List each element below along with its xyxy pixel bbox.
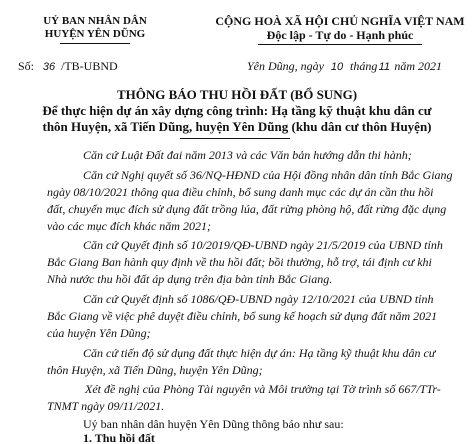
- paragraph-line: Xét đề nghị của Phòng Tài nguyên và Môi trường tại Tờ trình số 667/TTr-: [85, 382, 441, 396]
- announcement-intro: Uỷ ban nhân dân huyện Yên Dũng thông báo như sau:: [83, 417, 344, 431]
- basis-paragraph-progress: [47, 345, 435, 379]
- paragraph-line: Bắc Giang Ban hành quy định về thu hồi đất; bồi thường, hỗ trợ, tái định cư khi: [47, 255, 432, 269]
- title-underline: [180, 138, 290, 139]
- subject-line2: thôn Huyện, xã Tiến Dũng, huyện Yên Dũng (khu dân cư thôn Huyện): [42, 119, 432, 134]
- number-value: 36: [42, 61, 56, 73]
- paragraph-line: Căn cứ Quyết định số 10/2019/QĐ-UBND ngày 21/5/2019 của UBND tỉnh: [83, 238, 443, 252]
- number-prefix: Số:: [18, 59, 35, 73]
- subject-line1: Để thực hiện dự án xây dựng công trình: Hạ tầng kỹ thuật khu dân cư: [42, 103, 432, 118]
- date-month-word: tháng: [350, 59, 378, 73]
- paragraph-line: thôn Huyện, xã Tiến Dũng, huyện Yên Dũng;: [47, 363, 263, 377]
- paragraph-line: TNMT ngày 09/11/2021.: [47, 399, 165, 413]
- paragraph-line: của huyện Yên Dũng;: [47, 326, 151, 340]
- basis-paragraph-decision-1086: [47, 291, 437, 342]
- paragraph-line: đất, chuyển mục đích sử dụng đất trồng lúa, đất rừng phòng hộ, đất rừng đặc dụng: [47, 202, 447, 216]
- paragraph-line: Căn cứ Quyết định số 1086/QĐ-UBND ngày 12/10/2021 của UBND tỉnh: [83, 292, 434, 306]
- paragraph-line: ngày 08/10/2021 thông qua điều chỉnh, bổ sung danh mục các dự án cần thu hồi: [47, 185, 434, 199]
- basis-paragraph-resolution: [47, 167, 453, 235]
- issue-date: [247, 59, 442, 74]
- issuing-org-line2: HUYỆN YÊN DŨNG: [44, 28, 146, 40]
- paragraph-line: Nhà nước thu hồi đất áp dụng trên địa bàn tỉnh Bắc Giang.: [47, 272, 333, 286]
- country-name: CỘNG HOÀ XÃ HỘI CHỦ NGHĨA VIỆT NAM: [215, 14, 465, 28]
- date-day: 10: [330, 61, 344, 73]
- org-underline: [60, 43, 130, 44]
- document-title: THÔNG BÁO THU HỒI ĐẤT (BỔ SUNG): [116, 87, 358, 102]
- date-month: 11: [378, 61, 391, 73]
- date-year: năm 2021: [394, 59, 443, 73]
- issuing-org-line1: UỶ BAN NHÂN DÂN: [43, 15, 147, 27]
- date-place: Yên Dũng, ngày: [247, 59, 324, 73]
- paragraph-line: Bắc Giang về việc phê duyệt điều chỉnh, bổ sung kế hoạch sử dụng đất năm 2021: [47, 309, 438, 323]
- paragraph-line: vào các mục đích khác năm 2021;: [47, 219, 211, 233]
- basis-paragraph-proposal: [47, 381, 441, 415]
- paragraph-line: Căn cứ Nghị quyết số 36/NQ-HĐND của Hội đồng nhân dân tỉnh Bắc Giang: [83, 168, 453, 182]
- basis-paragraph-law: [83, 147, 412, 164]
- basis-paragraph-decision-10: [47, 237, 443, 288]
- number-suffix: /TB-UBND: [61, 59, 118, 73]
- paragraph-line: Căn cứ Luật Đất đai năm 2013 và các Văn bản hướng dẫn thi hành;: [83, 148, 412, 162]
- national-motto: Độc lập - Tự do - Hạnh phúc: [266, 28, 414, 42]
- motto-underline: [258, 44, 422, 45]
- document-number: [18, 59, 118, 74]
- section-heading-land-recovery: 1. Thu hồi đất: [83, 433, 155, 444]
- paragraph-line: Căn cứ tiến độ sử dụng đất thực hiện dự án: Hạ tầng kỹ thuật khu dân cư: [83, 346, 436, 360]
